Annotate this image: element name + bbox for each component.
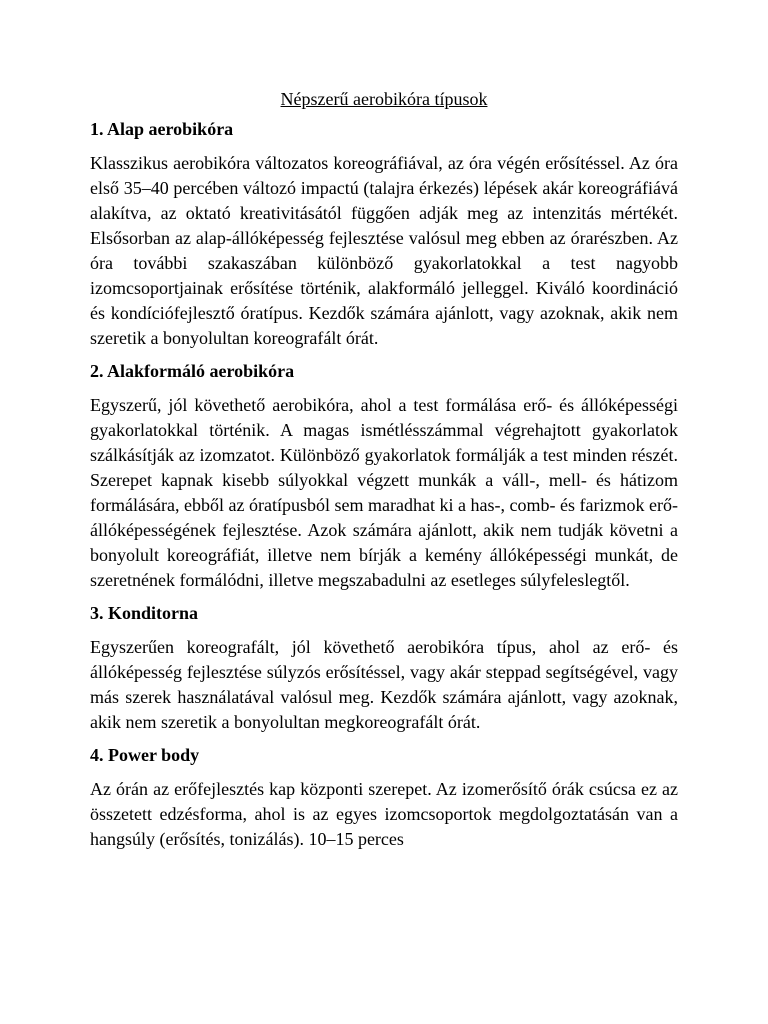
- section-alakformalo-aerobikora: [90, 359, 678, 593]
- section-konditorna: [90, 601, 678, 735]
- section-paragraph: Klasszikus aerobikóra változatos koreográfiával, az óra végén erősítéssel. Az óra első 35–40 percében változó impactú (talajra érkezés) lépések akár koreográfiává alakítva, az oktató kreativitásától függően adják meg az intenzitás mértékét. Elsősorban az alap-állóképesség fejlesztése valósul meg ebben az órarészben. Az óra további szakaszában különböző gyakorlatokkal a test nagyobb izomcsoportjainak erősítése történik, alakformáló jelleggel. Kiváló koordináció és kondíciófejlesztő óratípus. Kezdők számára ajánlott, vagy azoknak, akik nem szeretik a bonyolultan koreografált órát.: [90, 153, 678, 348]
- document-title: Népszerű aerobikóra típusok: [280, 89, 488, 109]
- section-alap-aerobikora: [90, 117, 678, 351]
- document-content: [90, 86, 678, 860]
- section-paragraph: Egyszerűen koreografált, jól követhető aerobikóra típus, ahol az erő- és állóképesség fejlesztése súlyzós erősítéssel, vagy akár steppad segítségével, vagy más szerek használatával valósul meg. Kezdők számára ajánlott, vagy azoknak, akik nem szeretik a bonyolultan megkoreografált órát.: [90, 637, 678, 732]
- section-paragraph: Egyszerű, jól követhető aerobikóra, ahol a test formálása erő- és állóképességi gyakorlatokkal történik. A magas ismétlésszámmal végrehajtott gyakorlatok szálkásítják az izomzatot. Különböző gyakorlatok formálják a test minden részét. Szerepet kapnak kisebb súlyokkal végzett munkák a váll-, mell- és hátizom formálására, ebből az óratípusból sem maradhat ki a has-, comb- és farizmok erő-állóképességének fejlesztése. Azok számára ajánlott, akik nem tudják követni a bonyolult koreográfiát, illetve nem bírják a kemény állóképességi munkát, de szeretnének formálódni, illetve megszabadulni az esetleges súlyfeleslegtől.: [90, 395, 678, 590]
- section-paragraph: Az órán az erőfejlesztés kap központi szerepet. Az izomerősítő órák csúcsa ez az összetett edzésforma, ahol is az egyes izomcsoportok megdolgoztatásán van a hangsúly (erősítés, tonizálás). 10–15 perces: [90, 779, 678, 849]
- section-heading: 3. Konditorna: [90, 603, 199, 623]
- section-heading: 2. Alakformáló aerobikóra: [90, 361, 295, 381]
- section-heading: 1. Alap aerobikóra: [90, 119, 234, 139]
- section-power-body: [90, 743, 678, 852]
- section-heading: 4. Power body: [90, 745, 200, 765]
